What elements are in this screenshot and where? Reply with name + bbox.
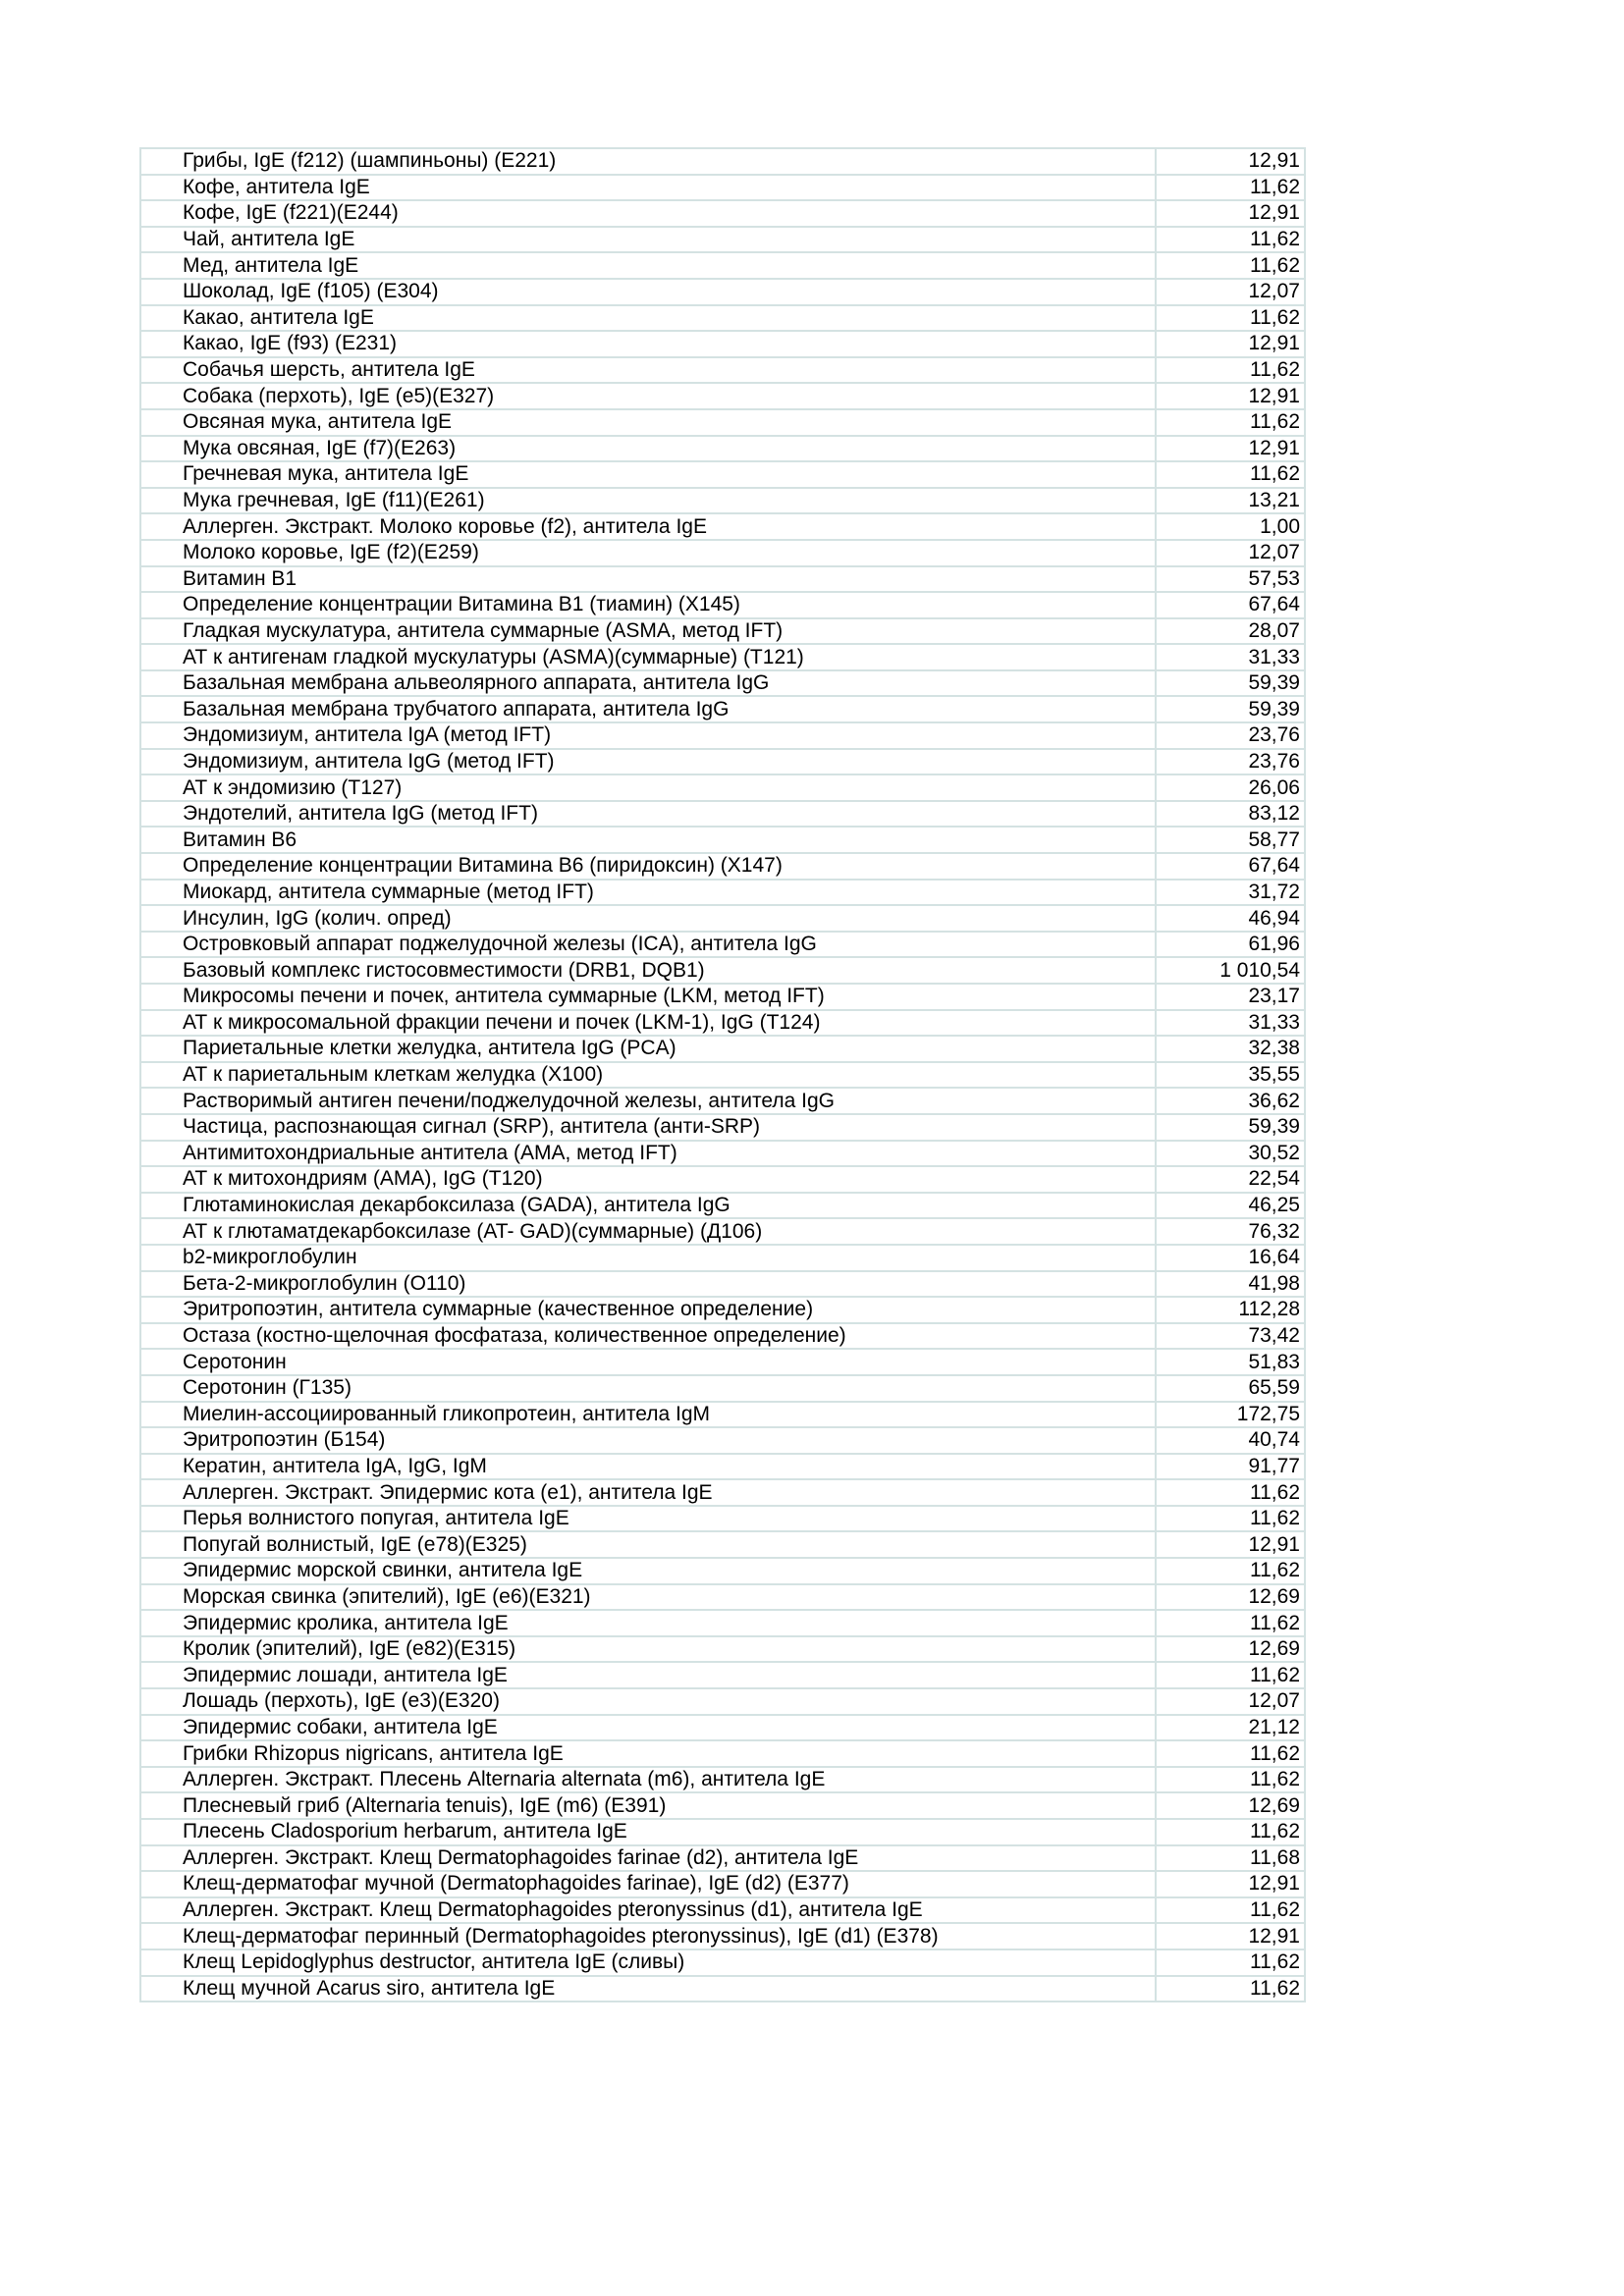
price-cell: 31,33 xyxy=(1156,1010,1305,1037)
price-cell: 11,62 xyxy=(1156,1949,1305,1976)
table-row xyxy=(140,488,1305,514)
table-row xyxy=(140,175,1305,201)
table-row xyxy=(140,1792,1305,1819)
table-row xyxy=(140,1402,1305,1428)
test-name-cell: Эритропоэтин (Б154) xyxy=(140,1427,1156,1454)
test-name-cell: Определение концентрации Витамина B6 (пиридоксин) (X147) xyxy=(140,853,1156,880)
table-row xyxy=(140,618,1305,645)
price-cell: 13,21 xyxy=(1156,488,1305,514)
price-cell: 83,12 xyxy=(1156,801,1305,828)
price-cell: 12,07 xyxy=(1156,540,1305,566)
price-cell: 73,42 xyxy=(1156,1323,1305,1350)
test-name-cell: Миелин-ассоциированный гликопротеин, антитела IgM xyxy=(140,1402,1156,1428)
test-name-cell: Остаза (костно-щелочная фосфатаза, количественное определение) xyxy=(140,1323,1156,1350)
test-name-cell: Клещ-дерматофаг перинный (Dermatophagoides pteronyssinus), IgE (d1) (E378) xyxy=(140,1923,1156,1949)
price-cell: 59,39 xyxy=(1156,696,1305,722)
table-row xyxy=(140,853,1305,880)
table-row xyxy=(140,540,1305,566)
table-row xyxy=(140,1923,1305,1949)
price-cell: 11,68 xyxy=(1156,1845,1305,1872)
price-cell: 11,62 xyxy=(1156,1558,1305,1584)
table-row xyxy=(140,1845,1305,1872)
table-row xyxy=(140,436,1305,462)
table-row xyxy=(140,696,1305,722)
price-cell: 91,77 xyxy=(1156,1454,1305,1480)
price-table-body xyxy=(140,148,1305,2002)
price-cell: 12,91 xyxy=(1156,1871,1305,1897)
table-row xyxy=(140,1349,1305,1375)
price-cell: 40,74 xyxy=(1156,1427,1305,1454)
test-name-cell: Серотонин (Г135) xyxy=(140,1375,1156,1402)
test-name-cell: Глютаминокислая декарбоксилаза (GADA), антитела IgG xyxy=(140,1193,1156,1219)
price-cell: 11,62 xyxy=(1156,252,1305,279)
table-row xyxy=(140,1245,1305,1271)
table-row xyxy=(140,722,1305,749)
test-name-cell: Попугай волнистый, IgE (e78)(E325) xyxy=(140,1531,1156,1558)
price-cell: 12,91 xyxy=(1156,148,1305,175)
price-cell: 11,62 xyxy=(1156,305,1305,332)
price-cell: 112,28 xyxy=(1156,1297,1305,1323)
table-row xyxy=(140,1558,1305,1584)
table-row xyxy=(140,148,1305,175)
price-cell: 23,76 xyxy=(1156,722,1305,749)
price-cell: 61,96 xyxy=(1156,932,1305,958)
test-name-cell: Шоколад, IgE (f105) (E304) xyxy=(140,279,1156,305)
table-row xyxy=(140,592,1305,618)
price-cell: 12,69 xyxy=(1156,1584,1305,1611)
test-name-cell: Антимитохондриальные антитела (AMA, метод IFT) xyxy=(140,1141,1156,1167)
test-name-cell: Гречневая мука, антитела IgE xyxy=(140,461,1156,488)
test-name-cell: Серотонин xyxy=(140,1349,1156,1375)
test-name-cell: Париетальные клетки желудка, антитела IgG (PCA) xyxy=(140,1036,1156,1062)
price-cell: 1 010,54 xyxy=(1156,957,1305,984)
test-name-cell: АТ к эндомизию (T127) xyxy=(140,774,1156,801)
test-name-cell: Эпидермис лошади, антитела IgE xyxy=(140,1662,1156,1688)
price-cell: 23,17 xyxy=(1156,984,1305,1010)
price-cell: 32,38 xyxy=(1156,1036,1305,1062)
price-cell: 35,55 xyxy=(1156,1062,1305,1089)
table-row xyxy=(140,331,1305,357)
price-table xyxy=(139,147,1306,2002)
price-cell: 36,62 xyxy=(1156,1088,1305,1114)
test-name-cell: Клещ-дерматофаг мучной (Dermatophagoides farinae), IgE (d2) (E377) xyxy=(140,1871,1156,1897)
test-name-cell: Инсулин, IgG (колич. опред) xyxy=(140,905,1156,932)
price-cell: 28,07 xyxy=(1156,618,1305,645)
test-name-cell: Аллерген. Экстракт. Клещ Dermatophagoides pteronyssinus (d1), антитела IgE xyxy=(140,1897,1156,1924)
table-row xyxy=(140,1036,1305,1062)
price-cell: 12,91 xyxy=(1156,1923,1305,1949)
test-name-cell: Эпидермис собаки, антитела IgE xyxy=(140,1715,1156,1741)
test-name-cell: Мука овсяная, IgE (f7)(E263) xyxy=(140,436,1156,462)
price-cell: 12,07 xyxy=(1156,279,1305,305)
price-cell: 1,00 xyxy=(1156,513,1305,540)
table-row xyxy=(140,200,1305,227)
table-row xyxy=(140,1141,1305,1167)
price-cell: 11,62 xyxy=(1156,409,1305,436)
price-cell: 11,62 xyxy=(1156,1479,1305,1506)
table-row xyxy=(140,1479,1305,1506)
table-row xyxy=(140,279,1305,305)
test-name-cell: Эндомизиум, антитела IgG (метод IFT) xyxy=(140,749,1156,775)
test-name-cell: Аллерген. Экстракт. Молоко коровье (f2), антитела IgE xyxy=(140,513,1156,540)
test-name-cell: Кофе, IgE (f221)(E244) xyxy=(140,200,1156,227)
price-cell: 11,62 xyxy=(1156,175,1305,201)
table-row xyxy=(140,1767,1305,1793)
price-cell: 11,62 xyxy=(1156,461,1305,488)
table-row xyxy=(140,1976,1305,2002)
price-cell: 76,32 xyxy=(1156,1218,1305,1245)
table-row xyxy=(140,801,1305,828)
table-row xyxy=(140,774,1305,801)
test-name-cell: b2-микроглобулин xyxy=(140,1245,1156,1271)
test-name-cell: Какао, антитела IgE xyxy=(140,305,1156,332)
table-row xyxy=(140,1715,1305,1741)
table-row xyxy=(140,1088,1305,1114)
test-name-cell: Плесневый гриб (Alternaria tenuis), IgE (m6) (E391) xyxy=(140,1792,1156,1819)
test-name-cell: Базальная мембрана трубчатого аппарата, антитела IgG xyxy=(140,696,1156,722)
table-row xyxy=(140,1531,1305,1558)
table-row xyxy=(140,1218,1305,1245)
price-cell: 22,54 xyxy=(1156,1166,1305,1193)
price-cell: 11,62 xyxy=(1156,227,1305,253)
price-cell: 30,52 xyxy=(1156,1141,1305,1167)
price-cell: 12,07 xyxy=(1156,1688,1305,1715)
test-name-cell: Мед, антитела IgE xyxy=(140,252,1156,279)
test-name-cell: Плесень Cladosporium herbarum, антитела IgE xyxy=(140,1819,1156,1845)
test-name-cell: Грибки Rhizopus nigricans, антитела IgE xyxy=(140,1740,1156,1767)
test-name-cell: АТ к митохондриям (AMA), IgG (T120) xyxy=(140,1166,1156,1193)
price-cell: 51,83 xyxy=(1156,1349,1305,1375)
table-row xyxy=(140,644,1305,670)
table-row xyxy=(140,1688,1305,1715)
price-cell: 31,72 xyxy=(1156,880,1305,906)
price-cell: 11,62 xyxy=(1156,1662,1305,1688)
price-cell: 12,91 xyxy=(1156,436,1305,462)
price-cell: 59,39 xyxy=(1156,670,1305,697)
table-row xyxy=(140,880,1305,906)
price-cell: 23,76 xyxy=(1156,749,1305,775)
test-name-cell: Витамин B1 xyxy=(140,566,1156,593)
test-name-cell: Витамин B6 xyxy=(140,827,1156,853)
table-row xyxy=(140,357,1305,384)
test-name-cell: Определение концентрации Витамина B1 (тиамин) (X145) xyxy=(140,592,1156,618)
price-cell: 172,75 xyxy=(1156,1402,1305,1428)
table-row xyxy=(140,305,1305,332)
price-cell: 31,33 xyxy=(1156,644,1305,670)
table-row xyxy=(140,1740,1305,1767)
table-row xyxy=(140,984,1305,1010)
test-name-cell: Эпидермис морской свинки, антитела IgE xyxy=(140,1558,1156,1584)
test-name-cell: АТ к микросомальной фракции печени и почек (LKM-1), IgG (T124) xyxy=(140,1010,1156,1037)
table-row xyxy=(140,957,1305,984)
test-name-cell: Миокард, антитела суммарные (метод IFT) xyxy=(140,880,1156,906)
price-cell: 11,62 xyxy=(1156,1819,1305,1845)
test-name-cell: АТ к париетальным клеткам желудка (X100) xyxy=(140,1062,1156,1089)
test-name-cell: Гладкая мускулатура, антитела суммарные (ASMA, метод IFT) xyxy=(140,618,1156,645)
test-name-cell: Собака (перхоть), IgE (e5)(E327) xyxy=(140,383,1156,409)
table-row xyxy=(140,1297,1305,1323)
table-row xyxy=(140,1871,1305,1897)
table-row xyxy=(140,1819,1305,1845)
test-name-cell: Эндомизиум, антитела IgA (метод IFT) xyxy=(140,722,1156,749)
price-cell: 67,64 xyxy=(1156,853,1305,880)
test-name-cell: Чай, антитела IgE xyxy=(140,227,1156,253)
table-row xyxy=(140,1610,1305,1636)
test-name-cell: Частица, распознающая сигнал (SRP), антитела (анти-SRP) xyxy=(140,1114,1156,1141)
table-row xyxy=(140,749,1305,775)
test-name-cell: Кролик (эпителий), IgE (e82)(E315) xyxy=(140,1636,1156,1663)
table-row xyxy=(140,1010,1305,1037)
table-row xyxy=(140,905,1305,932)
price-cell: 41,98 xyxy=(1156,1271,1305,1298)
table-row xyxy=(140,252,1305,279)
test-name-cell: Клещ Lepidoglyphus destructor, антитела IgE (сливы) xyxy=(140,1949,1156,1976)
price-cell: 57,53 xyxy=(1156,566,1305,593)
test-name-cell: Эритропоэтин, антитела суммарные (качественное определение) xyxy=(140,1297,1156,1323)
table-row xyxy=(140,1323,1305,1350)
price-cell: 21,12 xyxy=(1156,1715,1305,1741)
test-name-cell: Морская свинка (эпителий), IgE (e6)(E321) xyxy=(140,1584,1156,1611)
price-cell: 16,64 xyxy=(1156,1245,1305,1271)
price-cell: 46,94 xyxy=(1156,905,1305,932)
price-cell: 46,25 xyxy=(1156,1193,1305,1219)
test-name-cell: Какао, IgE (f93) (E231) xyxy=(140,331,1156,357)
table-row xyxy=(140,513,1305,540)
test-name-cell: Базовый комплекс гистосовместимости (DRB1, DQB1) xyxy=(140,957,1156,984)
test-name-cell: Аллерген. Экстракт. Плесень Alternaria alternata (m6), антитела IgE xyxy=(140,1767,1156,1793)
test-name-cell: Мука гречневая, IgE (f11)(E261) xyxy=(140,488,1156,514)
table-row xyxy=(140,1193,1305,1219)
test-name-cell: Перья волнистого попугая, антитела IgE xyxy=(140,1506,1156,1532)
price-cell: 11,62 xyxy=(1156,1767,1305,1793)
test-name-cell: Эпидермис кролика, антитела IgE xyxy=(140,1610,1156,1636)
table-row xyxy=(140,1584,1305,1611)
table-row xyxy=(140,461,1305,488)
test-name-cell: Аллерген. Экстракт. Эпидермис кота (e1), антитела IgE xyxy=(140,1479,1156,1506)
price-cell: 12,91 xyxy=(1156,1531,1305,1558)
test-name-cell: Микросомы печени и почек, антитела суммарные (LKM, метод IFT) xyxy=(140,984,1156,1010)
price-cell: 12,91 xyxy=(1156,331,1305,357)
table-row xyxy=(140,383,1305,409)
test-name-cell: Базальная мембрана альвеолярного аппарата, антитела IgG xyxy=(140,670,1156,697)
price-cell: 11,62 xyxy=(1156,1610,1305,1636)
table-row xyxy=(140,1506,1305,1532)
table-row xyxy=(140,1636,1305,1663)
test-name-cell: Клещ мучной Acarus siro, антитела IgE xyxy=(140,1976,1156,2002)
table-row xyxy=(140,1897,1305,1924)
price-cell: 67,64 xyxy=(1156,592,1305,618)
table-row xyxy=(140,827,1305,853)
test-name-cell: Аллерген. Экстракт. Клещ Dermatophagoides farinae (d2), антитела IgE xyxy=(140,1845,1156,1872)
price-cell: 12,69 xyxy=(1156,1792,1305,1819)
table-row xyxy=(140,1271,1305,1298)
test-name-cell: Овсяная мука, антитела IgE xyxy=(140,409,1156,436)
test-name-cell: Эндотелий, антитела IgG (метод IFT) xyxy=(140,801,1156,828)
price-cell: 26,06 xyxy=(1156,774,1305,801)
table-row xyxy=(140,1662,1305,1688)
test-name-cell: АТ к антигенам гладкой мускулатуры (ASMA)(суммарные) (T121) xyxy=(140,644,1156,670)
table-row xyxy=(140,1454,1305,1480)
test-name-cell: Лошадь (перхоть), IgE (e3)(E320) xyxy=(140,1688,1156,1715)
test-name-cell: АТ к глютаматдекарбоксилазе (AT- GAD)(суммарные) (Д106) xyxy=(140,1218,1156,1245)
table-row xyxy=(140,1166,1305,1193)
table-row xyxy=(140,932,1305,958)
test-name-cell: Молоко коровье, IgE (f2)(E259) xyxy=(140,540,1156,566)
table-row xyxy=(140,409,1305,436)
test-name-cell: Растворимый антиген печени/поджелудочной железы, антитела IgG xyxy=(140,1088,1156,1114)
price-cell: 12,91 xyxy=(1156,200,1305,227)
test-name-cell: Кератин, антитела IgA, IgG, IgM xyxy=(140,1454,1156,1480)
table-row xyxy=(140,566,1305,593)
table-row xyxy=(140,670,1305,697)
price-cell: 11,62 xyxy=(1156,1976,1305,2002)
price-cell: 11,62 xyxy=(1156,1740,1305,1767)
test-name-cell: Островковый аппарат поджелудочной железы (ICA), антитела IgG xyxy=(140,932,1156,958)
price-cell: 59,39 xyxy=(1156,1114,1305,1141)
table-row xyxy=(140,1375,1305,1402)
table-row xyxy=(140,227,1305,253)
price-cell: 11,62 xyxy=(1156,357,1305,384)
price-cell: 11,62 xyxy=(1156,1506,1305,1532)
price-cell: 12,69 xyxy=(1156,1636,1305,1663)
table-row xyxy=(140,1114,1305,1141)
table-row xyxy=(140,1062,1305,1089)
test-name-cell: Грибы, IgE (f212) (шампиньоны) (E221) xyxy=(140,148,1156,175)
price-cell: 58,77 xyxy=(1156,827,1305,853)
test-name-cell: Бета-2-микроглобулин (О110) xyxy=(140,1271,1156,1298)
table-row xyxy=(140,1427,1305,1454)
test-name-cell: Собачья шерсть, антитела IgE xyxy=(140,357,1156,384)
price-cell: 65,59 xyxy=(1156,1375,1305,1402)
table-row xyxy=(140,1949,1305,1976)
price-cell: 12,91 xyxy=(1156,383,1305,409)
test-name-cell: Кофе, антитела IgE xyxy=(140,175,1156,201)
price-cell: 11,62 xyxy=(1156,1897,1305,1924)
